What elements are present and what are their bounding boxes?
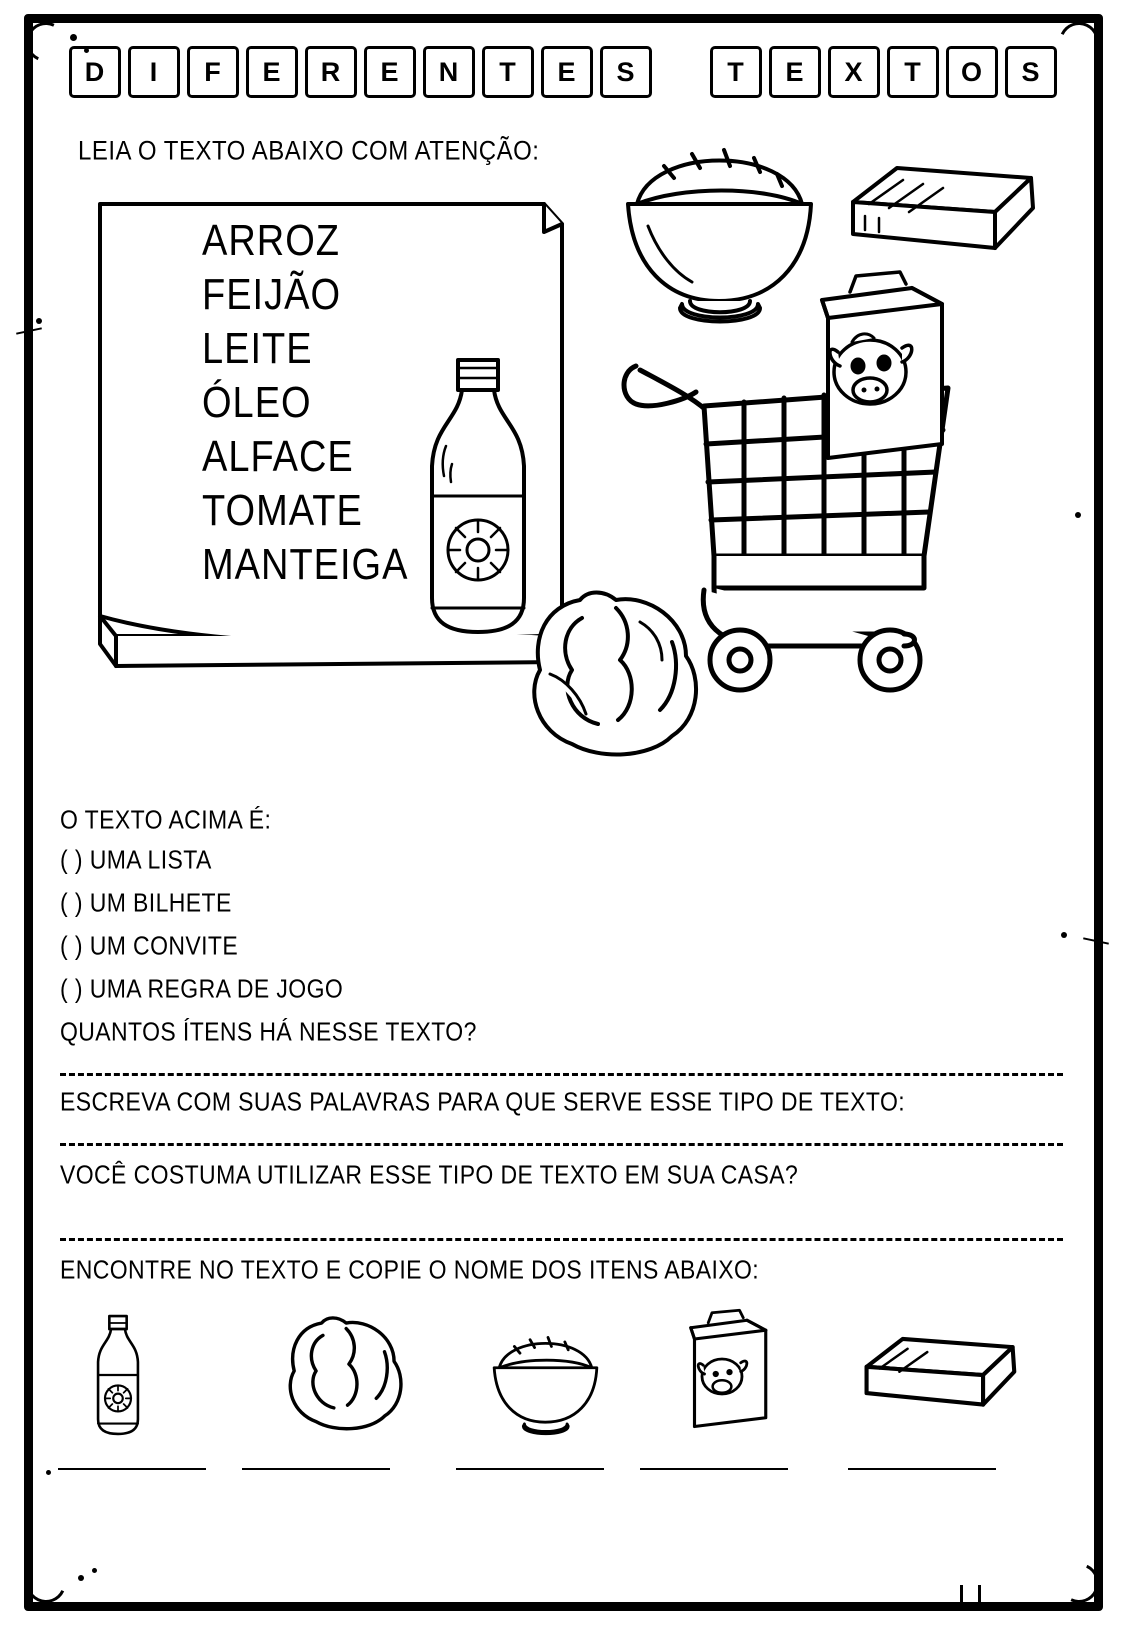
shopping-list-item: ALFACE bbox=[202, 432, 354, 482]
title-textos-letter-0: T bbox=[710, 46, 762, 98]
title-textos-letter-2: X bbox=[828, 46, 880, 98]
title-word-diferentes bbox=[69, 46, 652, 98]
shopping-list-item: ARROZ bbox=[202, 216, 340, 266]
title-diferentes-letter-6: N bbox=[423, 46, 475, 98]
title-word-textos bbox=[710, 46, 1057, 98]
title-diferentes-letter-9: S bbox=[600, 46, 652, 98]
option-convite[interactable]: ( ) UM CONVITE bbox=[60, 931, 239, 961]
frame-tick bbox=[978, 1585, 981, 1607]
title-textos-letter-4: O bbox=[946, 46, 998, 98]
ink-speck bbox=[70, 34, 77, 41]
shopping-list-items bbox=[202, 216, 409, 590]
title-diferentes-letter-7: T bbox=[482, 46, 534, 98]
answer-line-2[interactable] bbox=[60, 1143, 1063, 1146]
shopping-list-item: TOMATE bbox=[202, 486, 363, 536]
icon-answer-line-1[interactable] bbox=[58, 1468, 206, 1470]
icon-answer-line-2[interactable] bbox=[242, 1468, 390, 1470]
frame-tick bbox=[960, 1585, 963, 1607]
shopping-list-item: MANTEIGA bbox=[202, 540, 409, 590]
ink-speck bbox=[36, 318, 42, 324]
shopping-list-item: FEIJÃO bbox=[202, 270, 342, 320]
question-1-prompt: O TEXTO ACIMA É: bbox=[60, 805, 272, 835]
rice-bowl-icon bbox=[478, 1324, 613, 1444]
icon-answer-line-4[interactable] bbox=[640, 1468, 788, 1470]
butter-stick-icon bbox=[845, 160, 1040, 275]
answer-line-3[interactable] bbox=[60, 1238, 1063, 1241]
option-regra-de-jogo[interactable]: ( ) UMA REGRA DE JOGO bbox=[60, 974, 344, 1004]
shopping-list-item: LEITE bbox=[202, 324, 313, 374]
bottom-icon-row bbox=[60, 1300, 1065, 1440]
title-textos-letter-1: E bbox=[769, 46, 821, 98]
question-4: VOCÊ COSTUMA UTILIZAR ESSE TIPO DE TEXTO EM SUA CASA? bbox=[60, 1160, 799, 1190]
milk-carton-icon bbox=[792, 266, 960, 471]
butter-stick-icon bbox=[860, 1330, 1020, 1430]
question-2: QUANTOS ÍTENS HÁ NESSE TEXTO? bbox=[60, 1017, 477, 1047]
question-3: ESCREVA COM SUAS PALAVRAS PARA QUE SERVE ESSE TIPO DE TEXTO: bbox=[60, 1087, 906, 1117]
milk-carton-icon bbox=[672, 1304, 777, 1439]
ink-speck bbox=[46, 1470, 51, 1475]
question-5: ENCONTRE NO TEXTO E COPIE O NOME DOS ITENS ABAIXO: bbox=[60, 1255, 760, 1285]
option-bilhete[interactable]: ( ) UM BILHETE bbox=[60, 888, 232, 918]
title-diferentes-letter-0: D bbox=[69, 46, 121, 98]
icon-answer-line-5[interactable] bbox=[848, 1468, 996, 1470]
title-diferentes-letter-2: F bbox=[187, 46, 239, 98]
oil-bottle-icon bbox=[82, 1310, 154, 1445]
title-diferentes-letter-5: E bbox=[364, 46, 416, 98]
ink-speck bbox=[92, 1568, 97, 1573]
title-diferentes-letter-8: E bbox=[541, 46, 593, 98]
shopping-list-item: ÓLEO bbox=[202, 378, 312, 428]
option-lista[interactable]: ( ) UMA LISTA bbox=[60, 845, 212, 875]
answer-line-1[interactable] bbox=[60, 1073, 1063, 1076]
lead-instruction: LEIA O TEXTO ABAIXO COM ATENÇÃO: bbox=[78, 136, 540, 167]
title-diferentes-letter-3: E bbox=[246, 46, 298, 98]
title-diferentes-letter-4: R bbox=[305, 46, 357, 98]
title-diferentes-letter-1: I bbox=[128, 46, 180, 98]
title-textos-letter-3: T bbox=[887, 46, 939, 98]
lettuce-icon bbox=[278, 1308, 413, 1443]
ink-speck bbox=[1061, 932, 1067, 938]
ink-speck bbox=[1075, 512, 1081, 518]
title-textos-letter-5: S bbox=[1005, 46, 1057, 98]
ink-speck bbox=[78, 1575, 84, 1581]
page-title bbox=[0, 46, 1125, 98]
icon-answer-line-3[interactable] bbox=[456, 1468, 604, 1470]
